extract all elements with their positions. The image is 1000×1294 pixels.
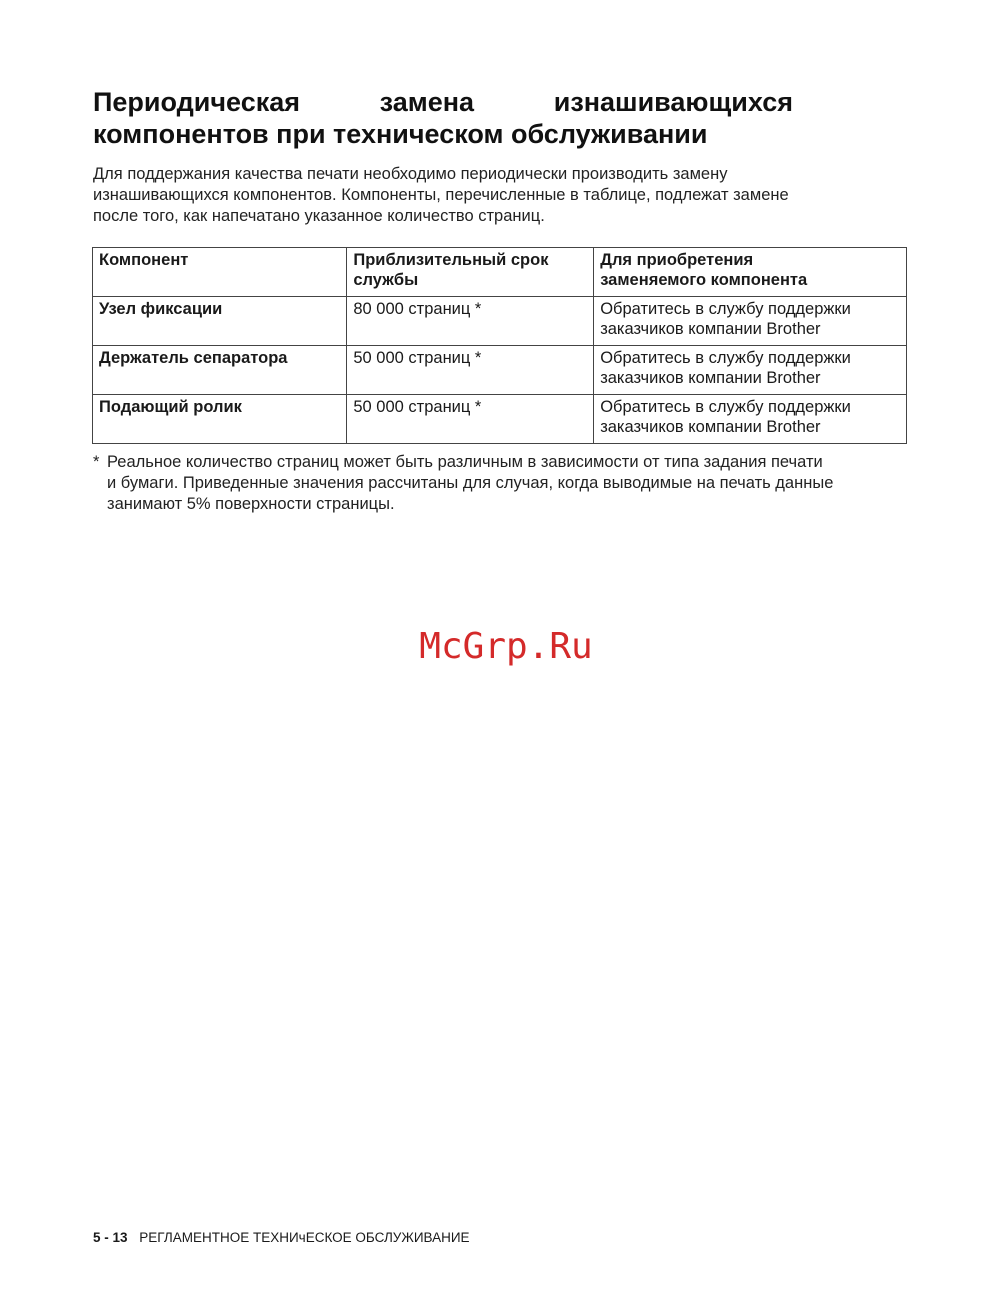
- table-row: [93, 297, 907, 346]
- component-name: Узел фиксации: [93, 297, 347, 346]
- intro-line: после того, как напечатано указанное количество страниц.: [93, 207, 545, 225]
- purchase-info: Обратитесь в службу поддержки заказчиков компании Brother: [594, 395, 907, 444]
- footnote-line: Реальное количество страниц может быть различным в зависимости от типа задания печати: [107, 453, 823, 471]
- table-row: [93, 395, 907, 444]
- title-word: изнашивающихся: [553, 87, 793, 117]
- component-name: Подающий ролик: [93, 395, 347, 444]
- footnote-mark: *: [93, 453, 100, 471]
- footnote-line: занимают 5% поверхности страницы.: [107, 495, 395, 513]
- page-title: [93, 86, 793, 150]
- intro-line: Для поддержания качества печати необходимо периодически производить замену: [93, 165, 728, 183]
- purchase-info: Обратитесь в службу поддержки заказчиков компании Brother: [594, 346, 907, 395]
- service-life: 50 000 страниц *: [347, 346, 594, 395]
- service-life: 80 000 страниц *: [347, 297, 594, 346]
- column-header-purchase: Для приобретения заменяемого компонента: [594, 248, 907, 297]
- page-title-line-1: [93, 86, 793, 118]
- page-title-line-2: компонентов при техническом обслуживании: [93, 119, 708, 149]
- watermark: McGrp.Ru: [419, 626, 593, 667]
- footnote-line: и бумаги. Приведенные значения рассчитаны для случая, когда выводимые на печать данные: [107, 474, 834, 492]
- section-name: РЕГЛАМЕНТНОЕ ТЕХНИчЕСКОЕ ОБСЛУЖИВАНИЕ: [139, 1230, 470, 1245]
- table-header-row: [93, 248, 907, 297]
- title-word: замена: [379, 87, 475, 117]
- component-name: Держатель сепаратора: [93, 346, 347, 395]
- replacement-parts-table: [92, 247, 907, 444]
- service-life: 50 000 страниц *: [347, 395, 594, 444]
- page-number: 5 - 13: [93, 1230, 128, 1245]
- table-row: [93, 346, 907, 395]
- footnote-text: [107, 452, 833, 515]
- purchase-info: Обратитесь в службу поддержки заказчиков компании Brother: [594, 297, 907, 346]
- column-header-service-life: Приблизительный срок службы: [347, 248, 594, 297]
- intro-line: изнашивающихся компонентов. Компоненты, перечисленные в таблице, подлежат замене: [93, 186, 789, 204]
- page-footer: [93, 1230, 470, 1245]
- column-header-component: Компонент: [93, 248, 347, 297]
- title-word: Периодическая: [93, 87, 301, 117]
- intro-paragraph: [93, 164, 893, 227]
